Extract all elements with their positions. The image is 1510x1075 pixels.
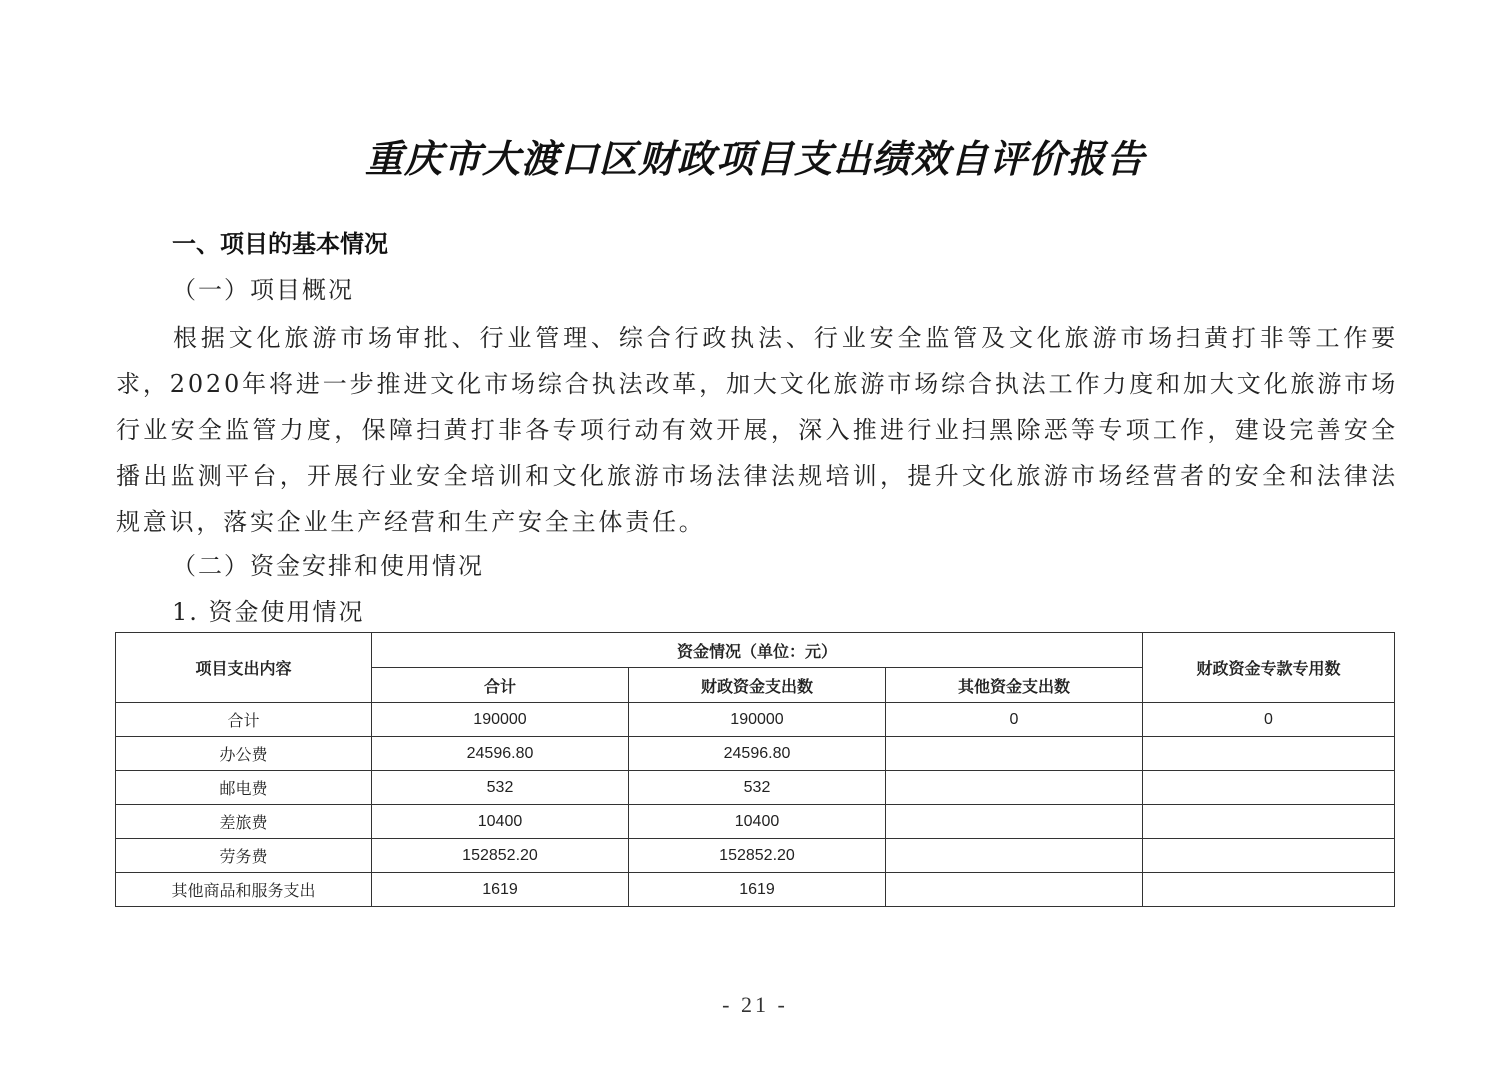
header-fiscal: 财政资金支出数 — [629, 668, 886, 703]
table-row — [116, 737, 1395, 771]
cell-fiscal: 1619 — [629, 873, 886, 907]
cell-total: 532 — [372, 771, 629, 805]
cell-item: 差旅费 — [116, 805, 372, 839]
cell-other — [886, 737, 1143, 771]
section-heading: 一、项目的基本情况 — [172, 230, 388, 258]
cell-total: 10400 — [372, 805, 629, 839]
cell-special — [1143, 805, 1395, 839]
table-row — [116, 703, 1395, 737]
table-row — [116, 839, 1395, 873]
page-number: - 21 - — [722, 992, 788, 1017]
cell-other: 0 — [886, 703, 1143, 737]
overview-paragraph: 根据文化旅游市场审批、行业管理、综合行政执法、行业安全监管及文化旅游市场扫黄打非等工作要求，2020年将进一步推进文化市场综合执法改革，加大文化旅游市场综合执法工作力度和加大文化旅游市场行业安全监管力度，保障扫黄打非各专项行动有效开展，深入推进行业扫黑除恶等专项工作，建设完善安全播出监测平台，开展行业安全培训和文化旅游市场法律法规培训，提升文化旅游市场经营者的安全和法律法规意识，落实企业生产经营和生产安全主体责任。 — [116, 324, 1398, 536]
header-other: 其他资金支出数 — [886, 668, 1143, 703]
cell-special: 0 — [1143, 703, 1395, 737]
table-row — [116, 873, 1395, 907]
cell-total: 152852.20 — [372, 839, 629, 873]
subsection-heading-funds: （二）资金安排和使用情况 — [172, 552, 484, 580]
cell-special — [1143, 771, 1395, 805]
cell-item: 邮电费 — [116, 771, 372, 805]
cell-fiscal: 24596.80 — [629, 737, 886, 771]
header-item: 项目支出内容 — [116, 633, 372, 703]
funds-table — [115, 632, 1395, 907]
cell-other — [886, 873, 1143, 907]
cell-fiscal: 532 — [629, 771, 886, 805]
table-row — [116, 805, 1395, 839]
table-row — [116, 771, 1395, 805]
cell-fiscal: 152852.20 — [629, 839, 886, 873]
report-title: 重庆市大渡口区财政项目支出绩效自评价报告 — [364, 136, 1145, 181]
cell-special — [1143, 737, 1395, 771]
cell-special — [1143, 839, 1395, 873]
cell-total: 24596.80 — [372, 737, 629, 771]
funds-usage-heading: 1. 资金使用情况 — [172, 598, 365, 626]
cell-other — [886, 805, 1143, 839]
header-total: 合计 — [372, 668, 629, 703]
cell-other — [886, 839, 1143, 873]
cell-total: 190000 — [372, 703, 629, 737]
cell-fiscal: 10400 — [629, 805, 886, 839]
header-funds-group: 资金情况（单位：元） — [372, 633, 1143, 668]
cell-item: 合计 — [116, 703, 372, 737]
cell-total: 1619 — [372, 873, 629, 907]
header-special: 财政资金专款专用数 — [1143, 633, 1395, 703]
subsection-heading-overview: （一）项目概况 — [172, 276, 354, 304]
cell-item: 劳务费 — [116, 839, 372, 873]
cell-special — [1143, 873, 1395, 907]
cell-other — [886, 771, 1143, 805]
cell-fiscal: 190000 — [629, 703, 886, 737]
cell-item: 其他商品和服务支出 — [116, 873, 372, 907]
cell-item: 办公费 — [116, 737, 372, 771]
